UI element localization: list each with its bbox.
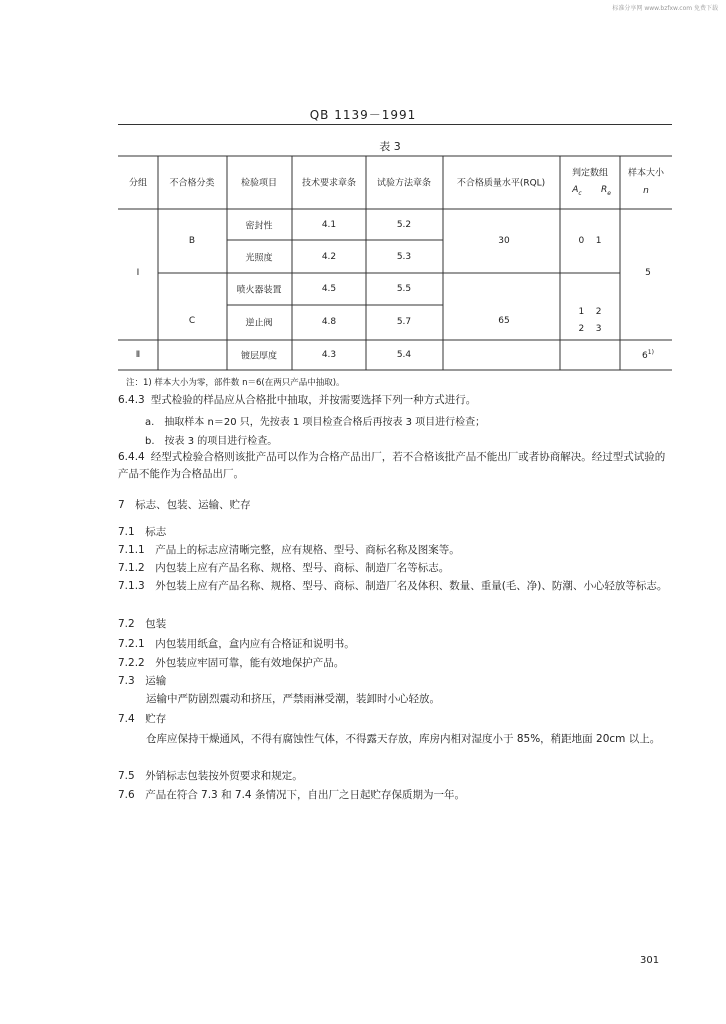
- table-row-item: 喷火器装置: [236, 285, 282, 296]
- table-row-req: 4.2: [321, 252, 337, 262]
- sample-II: 6$^{1)}$: [642, 349, 654, 361]
- section-7-title: 7 标志、包装、运输、贮存: [118, 499, 251, 511]
- clause-number: 6.4.4: [118, 451, 145, 463]
- page-number: 301: [640, 955, 660, 966]
- rql-B: 30: [498, 236, 510, 246]
- section-7-6: 7.6 产品在符合 7.3 和 7.4 条情况下，自出厂之日起贮存保质期为一年。: [118, 789, 465, 801]
- table-row-method: 5.4: [396, 350, 412, 360]
- class-B: B: [188, 236, 196, 246]
- header-nonconformity: 不合格分类: [169, 178, 215, 189]
- group-I: I: [136, 268, 140, 278]
- table-row-req: 4.8: [321, 317, 337, 327]
- header-group: 分组: [128, 178, 148, 189]
- rql-C: 65: [498, 316, 510, 326]
- clause-text: 经型式检验合格则该批产品可以作为合格产品出厂，若不合格该批产品不能出厂或者协商解决。经过型式试验的产品不能作为合格品出厂。: [118, 451, 666, 480]
- section-7-2: 7.2 包装: [118, 618, 167, 630]
- clause-text: 型式检验的样品应从合格批中抽取，并按需要选择下列一种方式进行。: [150, 394, 477, 406]
- section-7-1-2: 7.1.2 内包装上应有产品名称、规格、型号、商标、制造厂名等标志。: [118, 562, 450, 574]
- header-sample: 样本大小: [627, 168, 665, 179]
- table-caption: 表 3: [379, 140, 401, 153]
- section-7-2-2: 7.2.2 外包装应牢固可靠，能有效地保护产品。: [118, 657, 345, 669]
- item-label: a.: [145, 417, 155, 428]
- section-7-4-text: 仓库应保持干燥通风，不得有腐蚀性气体，不得露天存放，库房内相对湿度小于 85%，稍距地面 20cm 以上。: [146, 733, 661, 745]
- table-row-item: 镀层厚度: [240, 351, 278, 362]
- clause-6-4-3: [118, 392, 674, 409]
- clause-6-4-4: [118, 449, 674, 483]
- clause-number: 6.4.3: [118, 394, 145, 406]
- table-row-method: 5.3: [396, 252, 412, 262]
- header-re: $R_e$: [601, 185, 611, 197]
- table-row-item: 密封性: [245, 221, 273, 232]
- table-row-method: 5.7: [396, 317, 412, 327]
- table-row-method: 5.5: [396, 284, 412, 294]
- table-note: 注：1) 样本大小为零，部件数 n＝6(在两只产品中抽取)。: [126, 378, 345, 388]
- judge-B: 0 1: [578, 236, 602, 246]
- standard-code: QB 1139－1991: [309, 108, 417, 122]
- section-7-5: 7.5 外销标志包装按外贸要求和规定。: [118, 770, 303, 782]
- sample-I: 5: [645, 268, 651, 278]
- header-sample-n: n: [643, 186, 649, 196]
- clause-item-b: [145, 432, 277, 447]
- header-rql: 不合格质量水平(RQL): [456, 178, 546, 189]
- table-row-method: 5.2: [396, 220, 412, 230]
- section-7-1-3: 7.1.3 外包装上应有产品名称、规格、型号、商标、制造厂名及体积、数量、重量(毛、净)、防潮、小心轻放等标志。: [118, 580, 668, 592]
- table-grid: [0, 0, 726, 380]
- table-row-req: 4.1: [321, 220, 337, 230]
- section-7-1-1: 7.1.1 产品上的标志应清晰完整，应有规格、型号、商标名称及图案等。: [118, 544, 460, 556]
- item-text: 按表 3 的项目进行检查。: [164, 436, 278, 447]
- header-test-item: 检验项目: [240, 178, 278, 189]
- table-row-item: 逆止阀: [245, 318, 273, 329]
- item-text: 抽取样本 n＝20 只，先按表 1 项目检查合格后再按表 3 项目进行检查；: [164, 417, 486, 428]
- clause-item-a: [145, 413, 485, 428]
- table-row-item: 光照度: [245, 253, 273, 264]
- header-ac: $A_c$: [572, 185, 582, 197]
- section-7-3-text: 运输中严防剧烈震动和挤压，严禁雨淋受潮，装卸时小心轻放。: [146, 693, 440, 705]
- watermark-text: 标准分享网 www.bzfxw.com 免费下载: [612, 5, 718, 12]
- judge-C-2: 2 3: [578, 324, 602, 334]
- header-test-method: 试验方法章条: [376, 178, 432, 189]
- section-7-3: 7.3 运输: [118, 675, 167, 687]
- header-judge: 判定数组: [571, 168, 609, 179]
- item-label: b.: [145, 436, 155, 447]
- table-row-req: 4.5: [321, 284, 337, 294]
- section-7-2-1: 7.2.1 内包装用纸盒，盒内应有合格证和说明书。: [118, 638, 355, 650]
- table-row-req: 4.3: [321, 350, 337, 360]
- section-7-4: 7.4 贮存: [118, 713, 167, 725]
- judge-C-1: 1 2: [578, 307, 602, 317]
- header-tech-req: 技术要求章条: [301, 178, 357, 189]
- section-7-1: 7.1 标志: [118, 526, 167, 538]
- class-C: C: [188, 316, 196, 326]
- group-II: Ⅱ: [135, 350, 141, 360]
